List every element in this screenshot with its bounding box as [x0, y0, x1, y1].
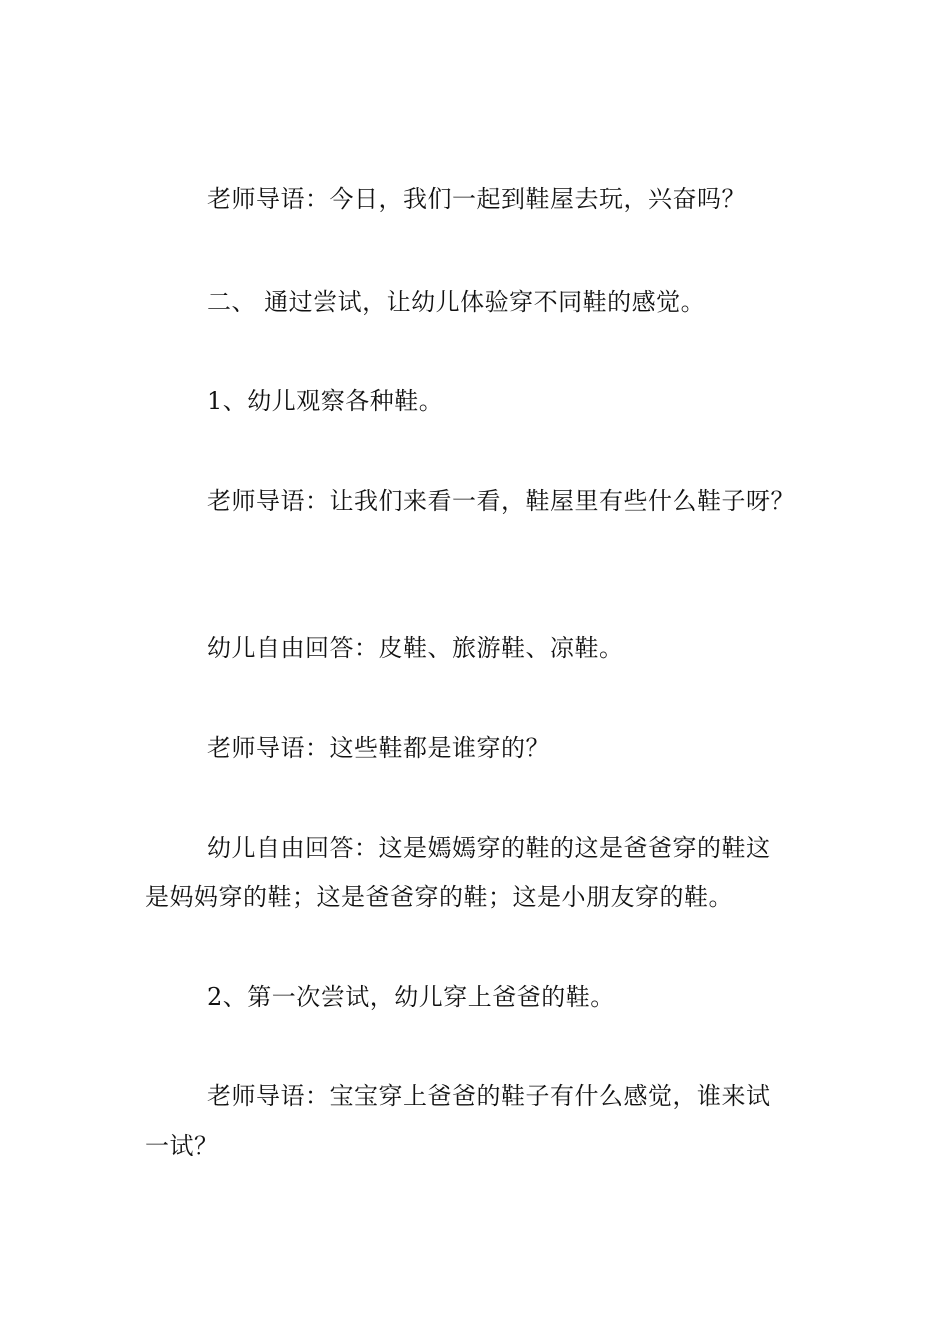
paragraph-teacher-try-line1: 老师导语：宝宝穿上爸爸的鞋子有什么感觉，谁来试: [207, 1082, 771, 1110]
paragraph-children-answer-types: 幼儿自由回答：皮鞋、旅游鞋、凉鞋。: [207, 634, 624, 662]
step-one-heading: 1、幼儿观察各种鞋。: [207, 387, 444, 415]
paragraph-teacher-try-line2: 一试？: [145, 1132, 219, 1160]
section-heading-two: 二、 通过尝试，让幼儿体验穿不同鞋的感觉。: [207, 288, 706, 316]
paragraph-children-answer-owners-line2: 是妈妈穿的鞋；这是爸爸穿的鞋；这是小朋友穿的鞋。: [145, 883, 733, 911]
paragraph-children-answer-owners-line1: 幼儿自由回答：这是嫣嫣穿的鞋的这是爸爸穿的鞋这: [207, 834, 771, 862]
paragraph-teacher-intro: 老师导语：今日，我们一起到鞋屋去玩，兴奋吗？: [207, 185, 746, 213]
step-two-heading: 2、第一次尝试，幼儿穿上爸爸的鞋。: [207, 983, 615, 1011]
paragraph-teacher-question-who: 老师导语：这些鞋都是谁穿的？: [207, 734, 550, 762]
paragraph-teacher-question-shoes: 老师导语：让我们来看一看，鞋屋里有些什么鞋子呀？: [207, 487, 795, 515]
